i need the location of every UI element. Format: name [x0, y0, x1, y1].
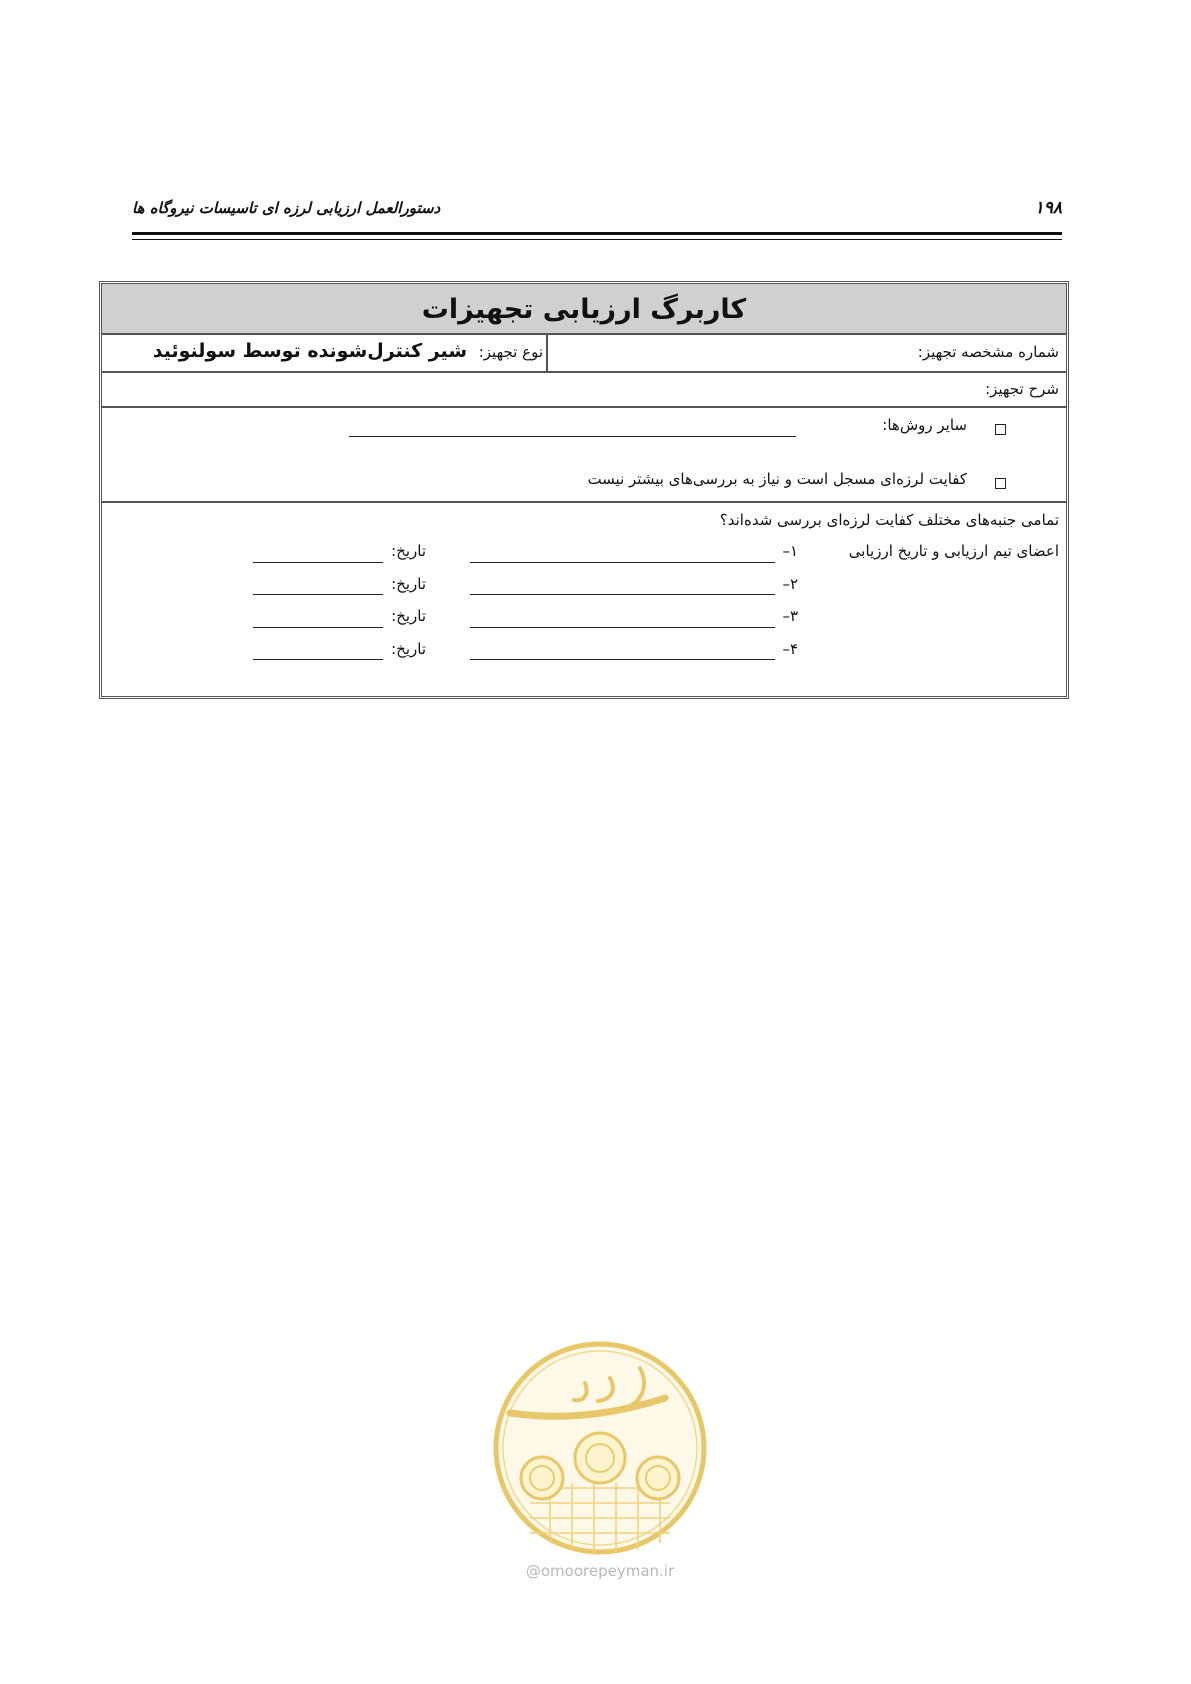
member-number: ۱–: [782, 542, 798, 560]
member-number: ۳–: [782, 607, 798, 625]
review-question: تمامی جنبه‌های مختلف کفایت لرزه‌ای بررسی شده‌اند؟: [719, 511, 1059, 529]
date-label: تاریخ:: [391, 640, 426, 658]
other-methods-checkbox[interactable]: [995, 424, 1006, 435]
date-fill-line[interactable]: [253, 659, 383, 660]
member-name-line[interactable]: [470, 562, 775, 563]
page-number: ۱۹۸: [1034, 198, 1062, 218]
equipment-id-cell[interactable]: [546, 335, 1066, 371]
date-label: تاریخ:: [391, 607, 426, 625]
other-methods-label: سایر روش‌ها:: [882, 416, 967, 434]
evaluation-options-row: [102, 408, 1066, 503]
equipment-id-label: شماره مشخصه تجهیز:: [917, 343, 1059, 361]
date-label: تاریخ:: [391, 542, 426, 560]
team-label: اعضای تیم ارزیابی و تاریخ ارزیابی: [848, 542, 1059, 560]
member-number: ۴–: [782, 640, 798, 658]
equipment-type-label: نوع تجهیز:: [478, 343, 543, 361]
member-number: ۲–: [782, 575, 798, 593]
member-name-line[interactable]: [470, 659, 775, 660]
member-name-line[interactable]: [470, 627, 775, 628]
date-fill-line[interactable]: [253, 594, 383, 595]
watermark-url: @omoorepeyman.ir: [525, 1562, 675, 1580]
adequacy-confirmed-checkbox[interactable]: [995, 478, 1006, 489]
equipment-type-value: شیر کنترل‌شونده توسط سولنوئید: [152, 340, 467, 362]
header-rule-thick: [132, 232, 1062, 235]
equipment-description-row[interactable]: [102, 373, 1066, 408]
other-methods-fill-line[interactable]: [349, 436, 796, 437]
adequacy-confirmed-label: کفایت لرزه‌ای مسجل است و نیاز به بررسی‌های بیشتر نیست: [587, 470, 967, 488]
form-title: کاربرگ ارزیابی تجهیزات: [102, 284, 1066, 335]
equipment-type-cell: [102, 335, 550, 371]
running-head: [132, 198, 1062, 224]
header-rule-thin: [132, 239, 1062, 240]
evaluation-team-row: [102, 503, 1066, 696]
date-fill-line[interactable]: [253, 562, 383, 563]
running-title: دستورالعمل ارزیابی لرزه ای تاسیسات نیروگاه ها: [132, 199, 441, 217]
date-label: تاریخ:: [391, 575, 426, 593]
date-fill-line[interactable]: [253, 627, 383, 628]
equipment-description-label: شرح تجهیز:: [985, 380, 1059, 398]
equipment-evaluation-form: [99, 281, 1069, 699]
equipment-id-row: [102, 335, 1066, 373]
member-name-line[interactable]: [470, 594, 775, 595]
omoorepeyman-seal-logo: [490, 1338, 710, 1558]
